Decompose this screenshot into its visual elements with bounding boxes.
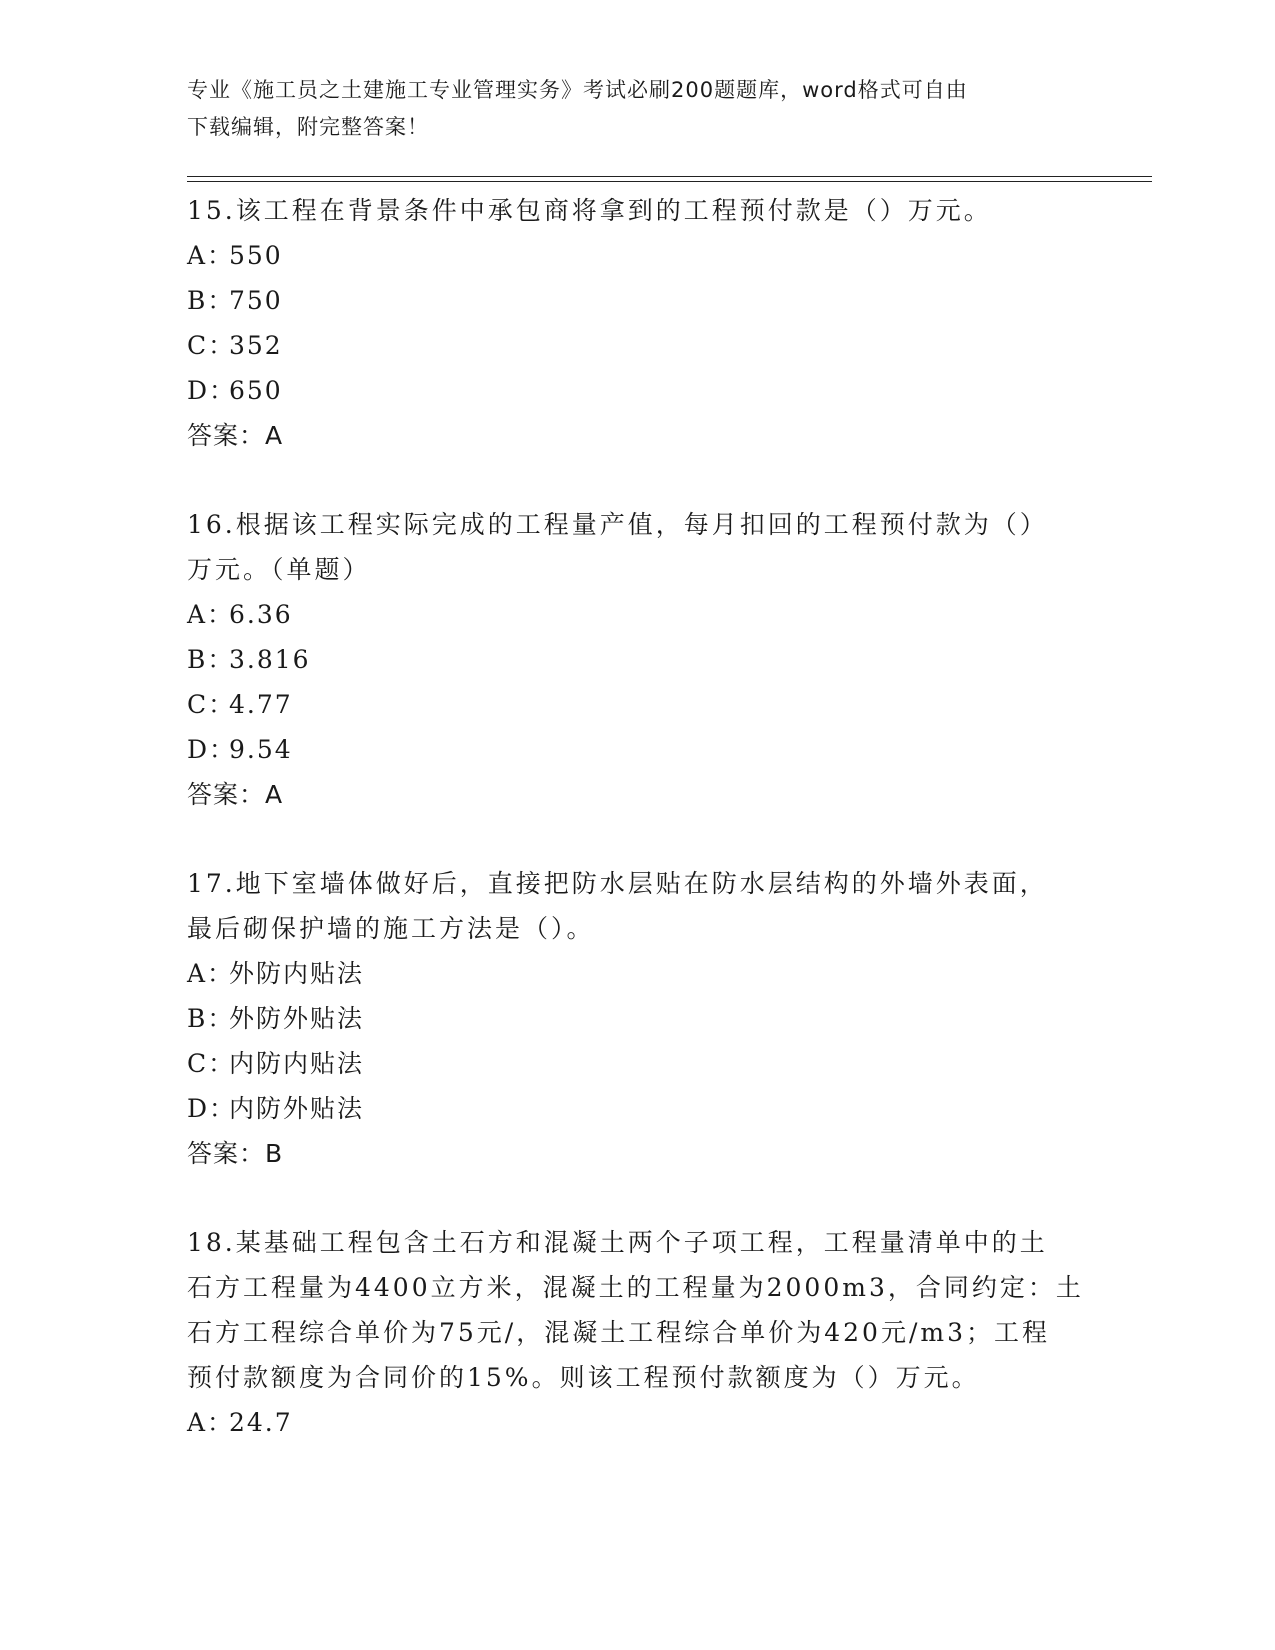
question-text: 石方工程量为4400立方米，混凝土的工程量为2000m3，合同约定：土 xyxy=(187,1273,1084,1302)
option-letter: A： xyxy=(187,959,235,988)
option-a xyxy=(187,951,1152,996)
option-c xyxy=(187,323,1152,368)
option-text: 3.816 xyxy=(229,645,311,674)
question-16 xyxy=(187,502,1152,817)
question-text: 16.根据该工程实际完成的工程量产值，每月扣回的工程预付款为（） xyxy=(187,510,1048,539)
document-page xyxy=(187,72,1152,1489)
option-letter: D： xyxy=(187,735,237,764)
question-text: 最后砌保护墙的施工方法是（）。 xyxy=(187,914,595,943)
question-18 xyxy=(187,1220,1152,1445)
option-d xyxy=(187,1086,1152,1131)
divider-line-bottom xyxy=(187,181,1152,182)
option-a xyxy=(187,233,1152,278)
option-letter: C： xyxy=(187,331,236,360)
option-letter: D： xyxy=(187,1094,237,1123)
option-letter: B： xyxy=(187,286,235,315)
option-d xyxy=(187,727,1152,772)
option-text: 6.36 xyxy=(229,600,293,629)
option-b xyxy=(187,637,1152,682)
option-text: 4.77 xyxy=(229,690,293,719)
header-divider xyxy=(187,176,1152,182)
option-text: 550 xyxy=(229,241,283,270)
question-15 xyxy=(187,188,1152,458)
option-b xyxy=(187,278,1152,323)
option-letter: A： xyxy=(187,1408,235,1437)
document-header-line-2: 下载编辑，附完整答案！ xyxy=(187,115,429,139)
option-letter: C： xyxy=(187,1049,236,1078)
option-text: 352 xyxy=(229,331,283,360)
option-letter: D： xyxy=(187,376,237,405)
option-letter: B： xyxy=(187,1004,235,1033)
option-text: 内防外贴法 xyxy=(229,1094,365,1123)
option-text: 外防内贴法 xyxy=(229,959,365,988)
option-a xyxy=(187,592,1152,637)
option-text: 750 xyxy=(229,286,283,315)
question-text: 15.该工程在背景条件中承包商将拿到的工程预付款是（）万元。 xyxy=(187,196,992,225)
option-text: 外防外贴法 xyxy=(229,1004,365,1033)
question-text: 预付款额度为合同价的15%。则该工程预付款额度为（）万元。 xyxy=(187,1363,980,1392)
option-letter: B： xyxy=(187,645,235,674)
answer-line: 答案：B xyxy=(187,1139,284,1168)
document-header-line-1: 专业《施工员之土建施工专业管理实务》考试必刷200题题库，word格式可自由 xyxy=(187,78,968,102)
option-b xyxy=(187,996,1152,1041)
question-text: 石方工程综合单价为75元/，混凝土工程综合单价为420元/m3；工程 xyxy=(187,1318,1050,1347)
option-d xyxy=(187,368,1152,413)
question-text: 万元。（单题） xyxy=(187,555,371,584)
option-letter: A： xyxy=(187,241,235,270)
option-text: 9.54 xyxy=(229,735,293,764)
option-text: 650 xyxy=(229,376,283,405)
answer-line: 答案：A xyxy=(187,421,284,450)
option-letter: C： xyxy=(187,690,236,719)
question-17 xyxy=(187,861,1152,1176)
question-text: 18.某基础工程包含土石方和混凝土两个子项工程，工程量清单中的土 xyxy=(187,1228,1048,1257)
option-text: 24.7 xyxy=(229,1408,293,1437)
option-c xyxy=(187,1041,1152,1086)
divider-line-top xyxy=(187,176,1152,177)
option-letter: A： xyxy=(187,600,235,629)
option-a xyxy=(187,1400,1152,1445)
answer-line: 答案：A xyxy=(187,780,284,809)
option-c xyxy=(187,682,1152,727)
option-text: 内防内贴法 xyxy=(229,1049,365,1078)
question-text: 17.地下室墙体做好后，直接把防水层贴在防水层结构的外墙外表面， xyxy=(187,869,1048,898)
